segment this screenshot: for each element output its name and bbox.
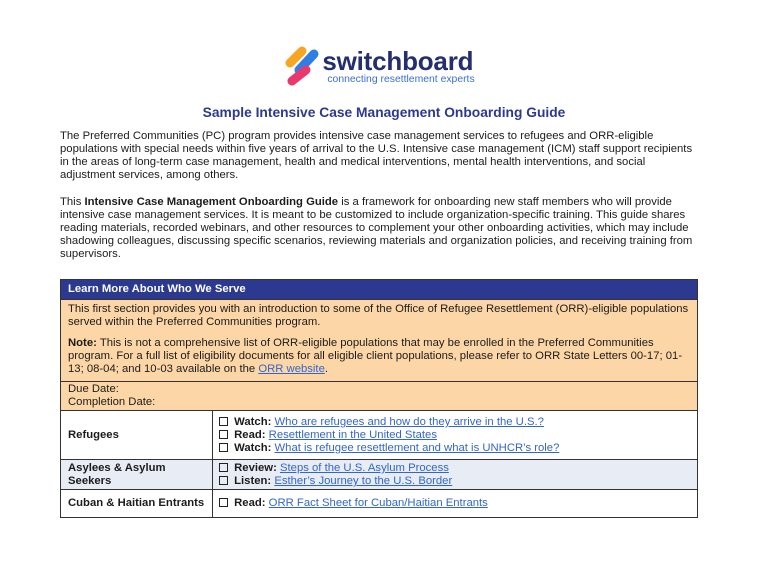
page-title: Sample Intensive Case Management Onboarding Guide bbox=[202, 105, 566, 120]
section-description: This first section provides you with an introduction to some of the Office of Refugee Resettlement (ORR)-eligible populations served within the Preferred Communities program. bbox=[68, 303, 689, 328]
program-intro-paragraph: The Preferred Communities (PC) program provides intensive case management services to refugees and ORR-eligible populations with special needs within five years of arrival to the U.S. Intensive case management (ICM) staff support recipients in the areas of long-term case management, health and medical interventions, mental health interventions, and social adjustment services, among others. bbox=[60, 130, 693, 181]
note-text: This is not a comprehensive list of ORR-eligible populations that may be enrolled in the Preferred Communities program. For a full list of eligibility documents for all eligible client populations, please refer to ORR State Letters 00-17; 01-13; 08-04; and 10-03 available on the bbox=[68, 337, 683, 375]
section-header-row bbox=[61, 280, 698, 300]
orr-website-link[interactable]: ORR website bbox=[258, 363, 325, 375]
resource-cell bbox=[213, 490, 698, 518]
section-intro-row bbox=[61, 300, 698, 382]
completion-date-label: Completion Date: bbox=[68, 396, 156, 408]
resource-item bbox=[219, 442, 691, 455]
population-name: Refugees bbox=[61, 411, 213, 460]
population-row-refugees bbox=[61, 411, 698, 460]
population-row-cuban-haitian bbox=[61, 490, 698, 518]
resource-link[interactable]: ORR Fact Sheet for Cuban/Haitian Entrants bbox=[268, 497, 488, 509]
guide-description-text: is a framework for onboarding new staff members who will provide intensive case management services. It is meant to be customized to include organization-specific training. This guide shares reading materials, recorded webinars, and other resources to complement your other onboarding activities, which may include shadowing colleagues, discussing specific scenarios, reviewing materials and organization policies, and receiving training from supervisors. bbox=[60, 196, 693, 260]
guide-name: Intensive Case Management Onboarding Guide bbox=[84, 196, 339, 208]
resource-item bbox=[219, 416, 691, 429]
guide-description-lead: This bbox=[60, 196, 82, 208]
checkbox-icon bbox=[219, 430, 228, 439]
population-row-asylees bbox=[61, 460, 698, 490]
dates-cell bbox=[61, 382, 698, 411]
resource-action: Watch: bbox=[234, 416, 272, 428]
logo-tagline: connecting resettlement experts bbox=[327, 73, 475, 85]
note-label: Note: bbox=[68, 337, 97, 349]
note-end: . bbox=[324, 363, 328, 375]
document-page bbox=[60, 0, 702, 518]
section-intro-cell bbox=[61, 300, 698, 382]
resource-item bbox=[219, 429, 691, 442]
checkbox-icon bbox=[219, 476, 228, 485]
resource-cell bbox=[213, 411, 698, 460]
who-we-serve-table bbox=[60, 279, 698, 518]
section-header: Learn More About Who We Serve bbox=[61, 280, 698, 300]
resource-list bbox=[219, 497, 691, 510]
population-name: Asylees & Asylum Seekers bbox=[61, 460, 213, 490]
resource-item bbox=[219, 475, 691, 488]
logo-wordmark: switchboard bbox=[322, 45, 474, 76]
resource-action: Listen: bbox=[234, 475, 272, 487]
eligibility-note bbox=[68, 337, 690, 376]
logo-text bbox=[322, 45, 475, 85]
resource-action: Read: bbox=[234, 429, 266, 441]
checkbox-icon bbox=[219, 443, 228, 452]
checkbox-icon bbox=[219, 498, 228, 507]
resource-link[interactable]: Resettlement in the United States bbox=[268, 429, 437, 441]
population-name: Cuban & Haitian Entrants bbox=[61, 490, 213, 518]
resource-link[interactable]: Esther’s Journey to the U.S. Border bbox=[274, 475, 453, 487]
resource-list bbox=[219, 462, 691, 488]
resource-item bbox=[219, 462, 691, 475]
resource-list bbox=[219, 416, 691, 455]
resource-action: Watch: bbox=[234, 442, 272, 454]
resource-item bbox=[219, 497, 691, 510]
resource-cell bbox=[213, 460, 698, 490]
checkbox-icon bbox=[219, 417, 228, 426]
dates-row bbox=[61, 382, 698, 411]
checkbox-icon bbox=[219, 463, 228, 472]
switchboard-logo-icon bbox=[285, 46, 319, 86]
due-date-label: Due Date: bbox=[68, 383, 119, 395]
resource-link[interactable]: What is refugee resettlement and what is UNHCR’s role? bbox=[274, 442, 560, 454]
resource-action: Review: bbox=[234, 462, 277, 474]
switchboard-logo bbox=[60, 46, 702, 86]
guide-description-paragraph bbox=[60, 196, 702, 261]
resource-action: Read: bbox=[234, 497, 266, 509]
resource-link[interactable]: Steps of the U.S. Asylum Process bbox=[279, 462, 449, 474]
resource-link[interactable]: Who are refugees and how do they arrive in the U.S.? bbox=[274, 416, 544, 428]
